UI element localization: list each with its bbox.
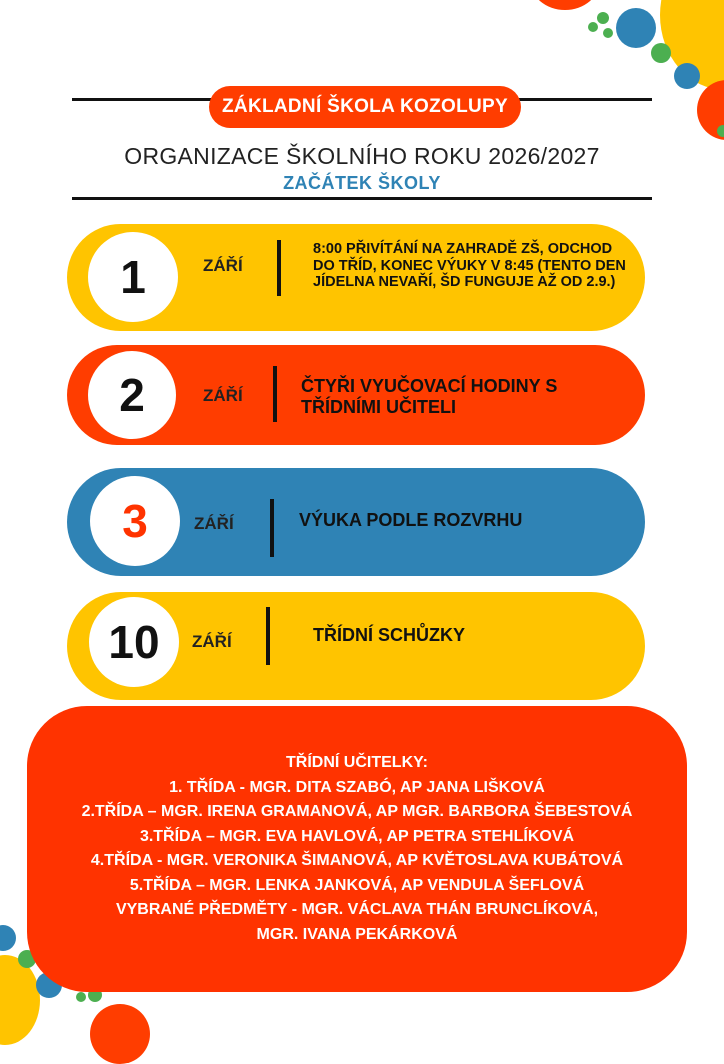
day-number: 1 xyxy=(88,232,178,322)
decor-circle xyxy=(76,992,86,1002)
month-label: ZÁŘÍ xyxy=(203,256,243,275)
decor-circle xyxy=(90,1004,150,1064)
teacher-line: VYBRANÉ PŘEDMĚTY - MGR. VÁCLAVA THÁN BRUNCLÍKOVÁ, xyxy=(115,901,599,918)
decor-circle xyxy=(530,0,600,10)
divider-bar xyxy=(277,240,281,296)
day-number: 10 xyxy=(89,597,179,687)
decor-circle xyxy=(674,63,700,89)
decor-circle xyxy=(597,12,609,24)
decor-circle xyxy=(588,22,598,32)
decor-circle xyxy=(651,43,671,63)
decor-circle xyxy=(717,125,724,137)
event-description: ČTYŘI VYUČOVACÍ HODINY S TŘÍDNÍMI UČITELI xyxy=(301,376,558,417)
event-description: 8:00 PŘIVÍTÁNÍ NA ZAHRADĚ ZŠ, ODCHOD DO TŘÍD, KONEC VÝUKY V 8:45 (TENTO DEN JÍDELNA NEVAŘÍ, ŠD FUNGUJE AŽ OD 2.9.) xyxy=(313,241,626,291)
event-card-day-10 xyxy=(67,592,645,700)
teachers-heading: TŘÍDNÍ UČITELKY: xyxy=(286,754,428,771)
class-teachers-panel xyxy=(27,706,687,992)
event-description: VÝUKA PODLE ROZVRHU xyxy=(299,510,523,530)
decor-circle xyxy=(603,28,613,38)
decor-circle xyxy=(0,925,16,951)
event-card-day-3 xyxy=(67,468,645,576)
teacher-line: 3.TŘÍDA – MGR. EVA HAVLOVÁ, AP PETRA STEHLÍKOVÁ xyxy=(139,827,575,845)
page-title: ORGANIZACE ŠKOLNÍHO ROKU 2026/2027 xyxy=(124,143,600,169)
teacher-line: 2.TŘÍDA – MGR. IRENA GRAMANOVÁ, AP MGR. BARBORA ŠEBESTOVÁ xyxy=(81,803,633,820)
divider-bar xyxy=(270,499,274,557)
divider-bar xyxy=(266,607,270,665)
month-label: ZÁŘÍ xyxy=(194,514,234,533)
teacher-line: 4.TŘÍDA - MGR. VERONIKA ŠIMANOVÁ, AP KVĚTOSLAVA KUBÁTOVÁ xyxy=(90,852,624,869)
day-number: 3 xyxy=(90,476,180,566)
event-card-day-1 xyxy=(67,224,645,331)
teachers-list xyxy=(27,751,687,947)
event-description: TŘÍDNÍ SCHŮZKY xyxy=(313,625,465,645)
month-label: ZÁŘÍ xyxy=(203,386,243,405)
teacher-line: 5.TŘÍDA – MGR. LENKA JANKOVÁ, AP VENDULA ŠEFLOVÁ xyxy=(129,876,585,894)
teacher-line: MGR. IVANA PEKÁRKOVÁ xyxy=(256,925,458,943)
month-label: ZÁŘÍ xyxy=(192,632,232,651)
school-name-badge: ZÁKLADNÍ ŠKOLA KOZOLUPY xyxy=(209,86,521,128)
event-card-day-2 xyxy=(67,345,645,445)
teacher-line: 1. TŘÍDA - MGR. DITA SZABÓ, AP JANA LIŠKOVÁ xyxy=(169,778,545,796)
decor-circle xyxy=(0,955,40,1045)
divider-bar xyxy=(273,366,277,422)
page-subtitle: ZAČÁTEK ŠKOLY xyxy=(283,173,441,193)
day-number: 2 xyxy=(88,351,176,439)
decor-circle xyxy=(616,8,656,48)
header-bottom-rule xyxy=(72,197,652,200)
